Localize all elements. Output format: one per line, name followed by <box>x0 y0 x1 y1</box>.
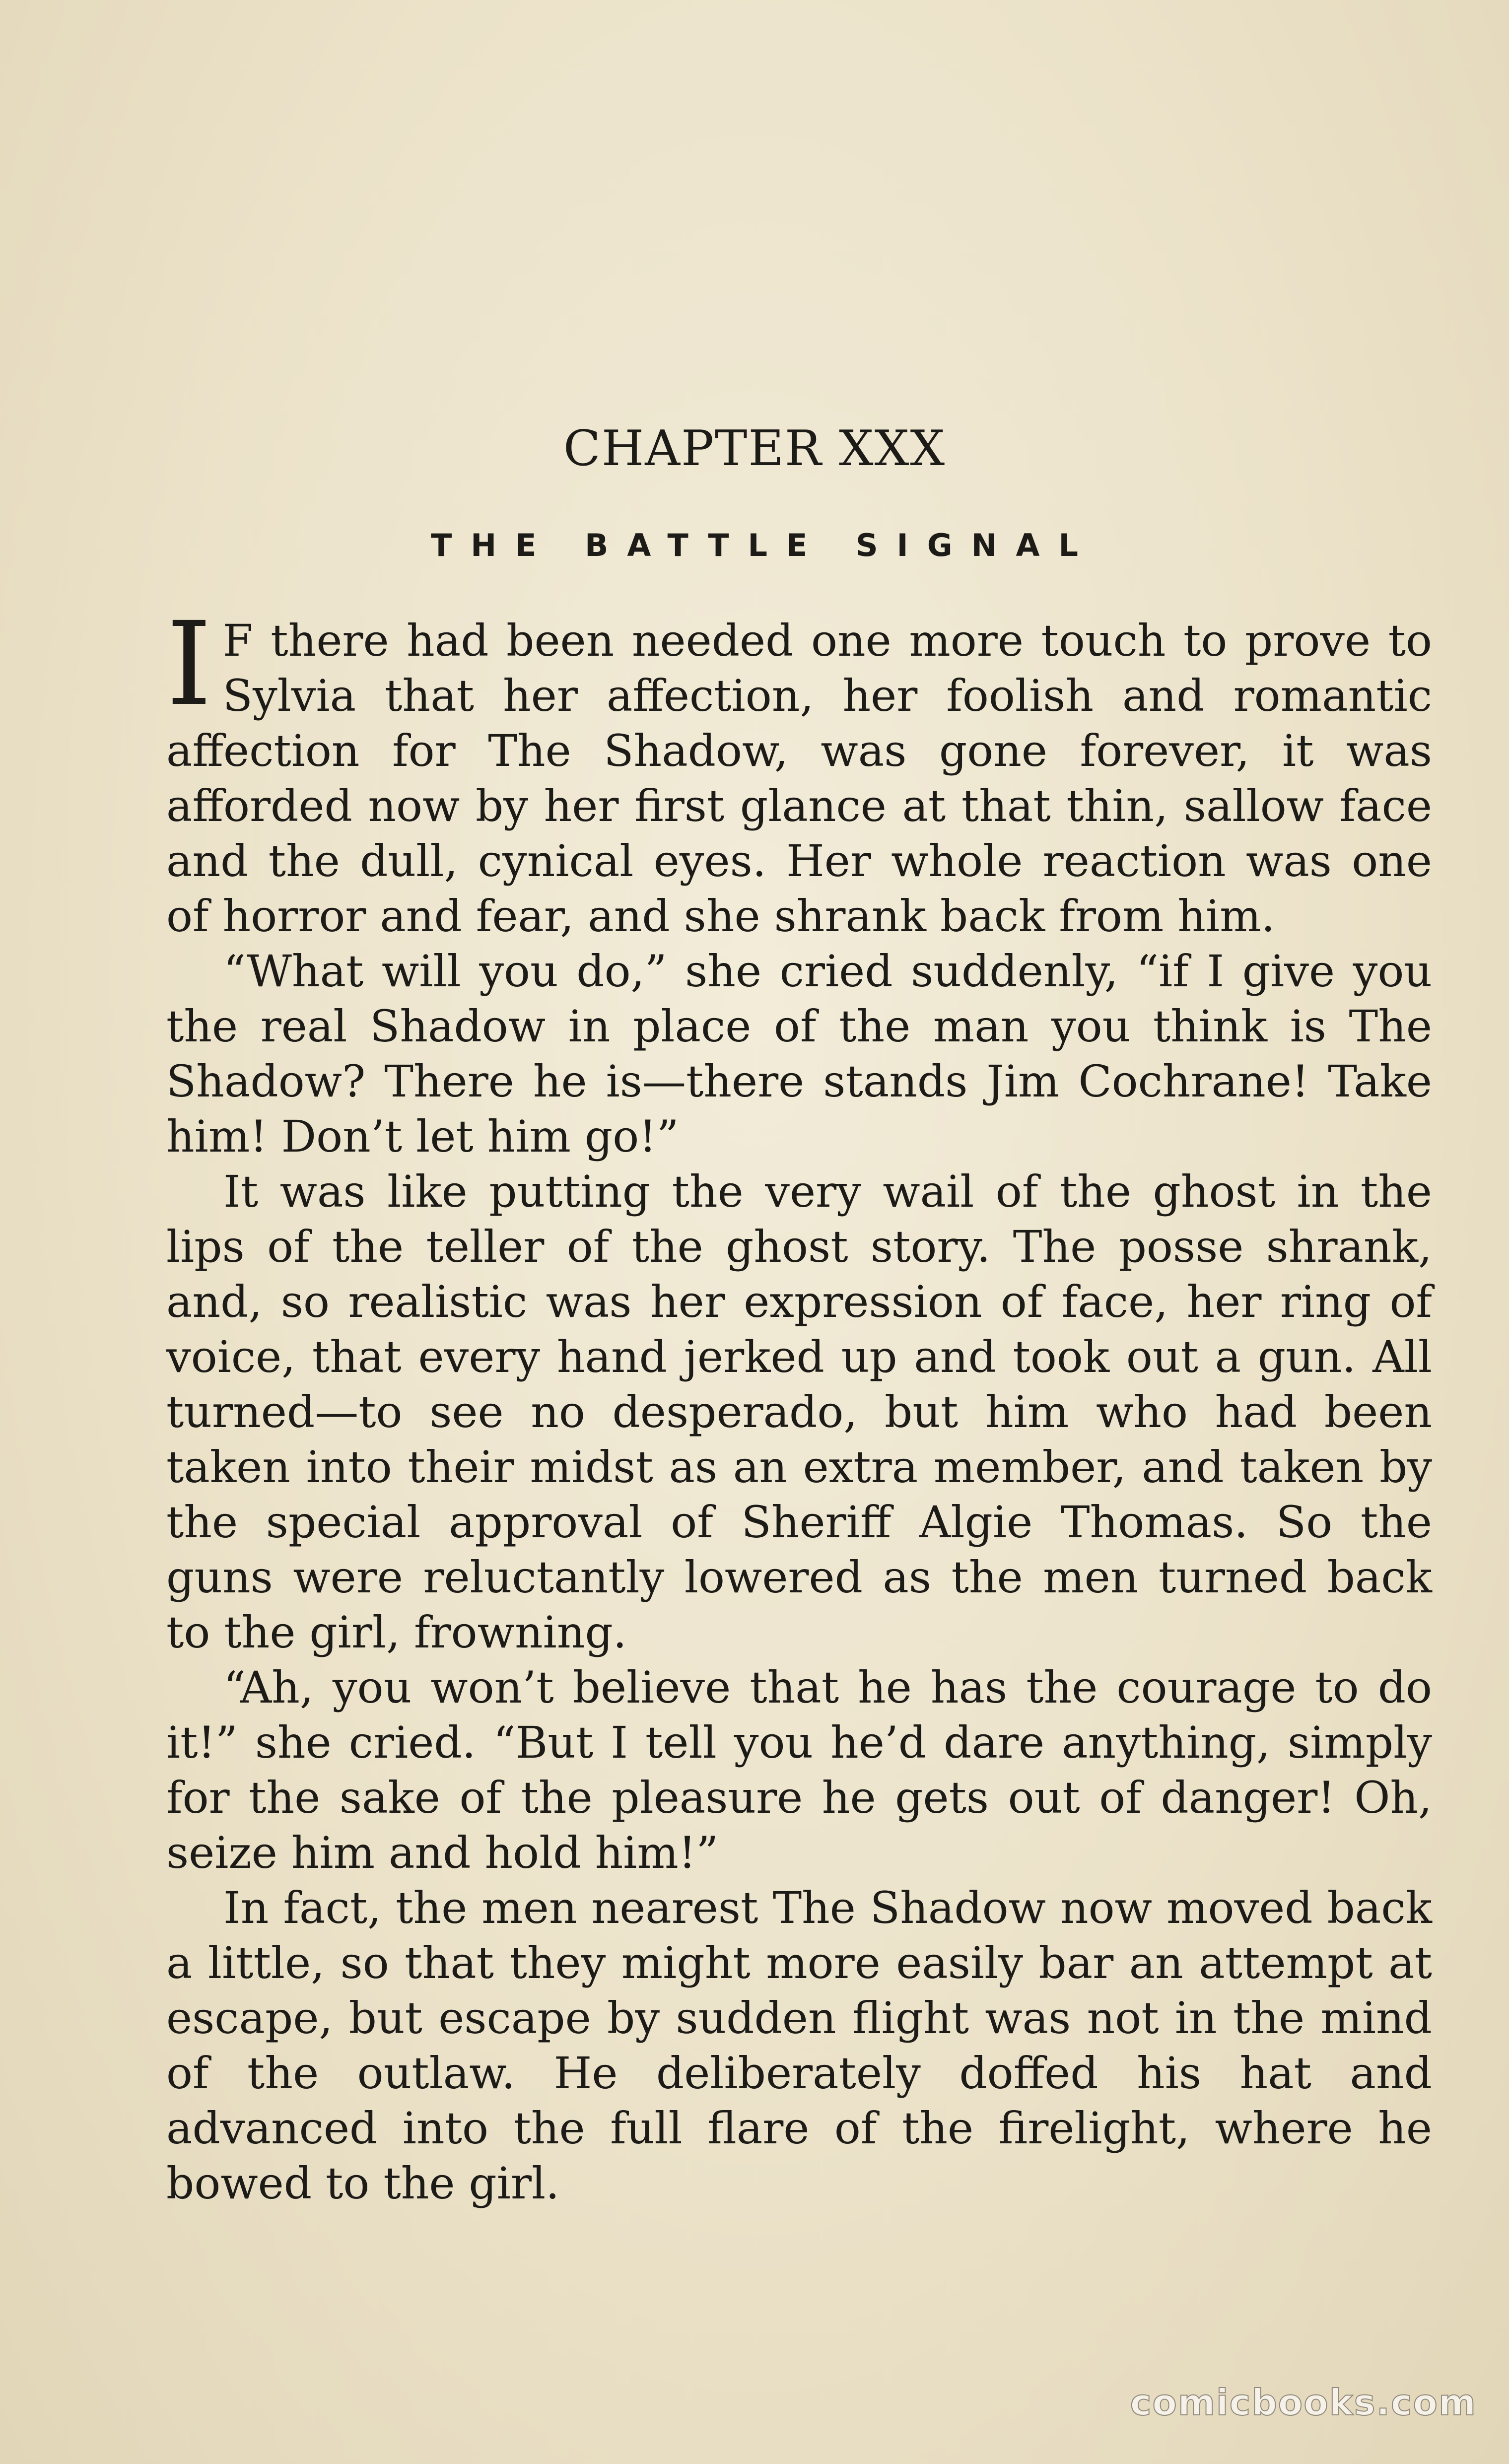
paragraph: “What will you do,” she cried suddenly, “if I give you the real Shadow in place of the man you think is The Shadow? There he is—there stands Jim Cochrane! Take him! Don’t let him go!” <box>166 946 1432 1162</box>
chapter-title: CHAPTER XXX <box>563 420 946 477</box>
chapter-subtitle: THE BATTLE SIGNAL <box>431 527 1097 563</box>
paragraph: “Ah, you won’t believe that he has the courage to do it!” she cried. “But I tell you he’d dare anything, simply for the sake of the pleasure he gets out of danger! Oh, seize him and hold him!” <box>166 1662 1432 1878</box>
paragraph: IF there had been needed one more touch to prove to Sylvia that her affection, her foolish and romantic affection for The Shadow, was gone forever, it was afforded now by her first glance at that thin, sallow face and the dull, cynical eyes. Her whole reaction was one of horror and fear, and she shrank back from him. <box>166 597 1432 942</box>
paragraph: It was like putting the very wail of the ghost in the lips of the teller of the ghost story. The posse shrank, and, so realistic was her expression of face, her ring of voice, that every hand jerked up and took out a gun. All turned—to see no desperado, but him who had been taken into their midst as an extra member, and taken by the special approval of Sheriff Algie Thomas. So the guns were reluctantly lowered as the men turned back to the girl, frowning. <box>166 1166 1432 1658</box>
paragraph: In fact, the men nearest The Shadow now moved back a little, so that they might more easily bar an attempt at escape, but escape by sudden flight was not in the mind of the outlaw. He deliberately doffed his hat and advanced into the full flare of the firelight, where he bowed to the girl. <box>166 1882 1432 2209</box>
watermark: comicbooks.com <box>1130 2382 1477 2423</box>
body-text <box>166 597 1432 2211</box>
